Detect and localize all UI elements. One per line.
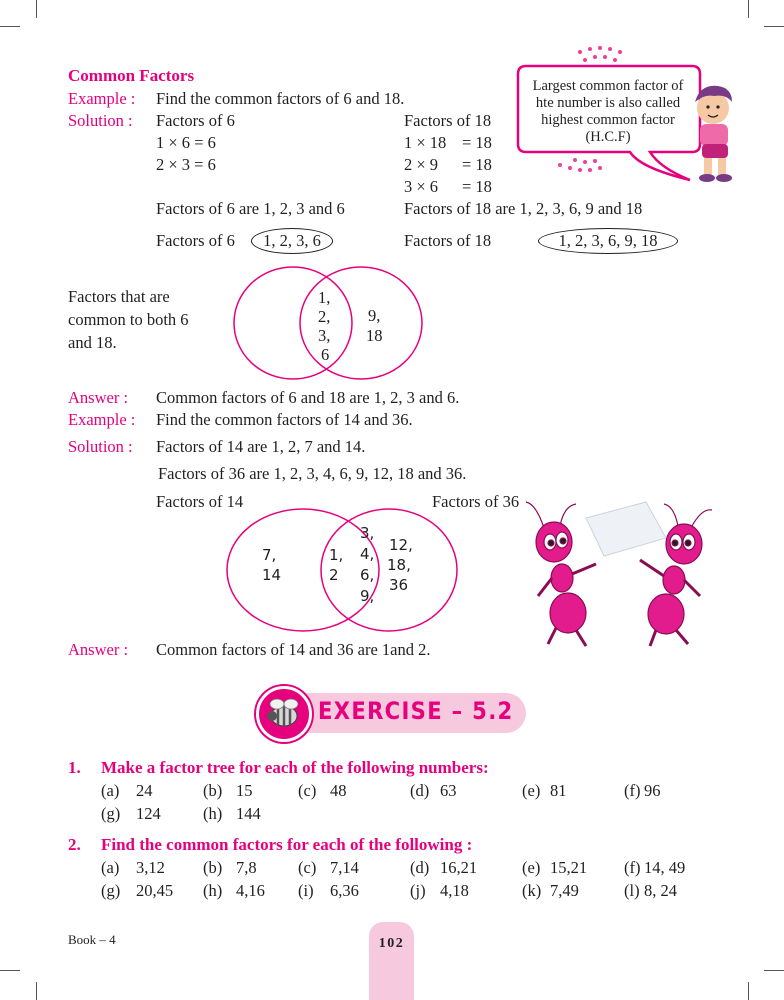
q2-item-value: 8, 24	[644, 881, 677, 900]
q1-item-label: (e)	[522, 781, 541, 800]
factors-18-label: Factors of 18	[404, 231, 492, 250]
factors-18-row-expr: 3 × 6	[404, 177, 439, 196]
q1-item-label: (h)	[203, 804, 223, 823]
crop-mark	[764, 970, 784, 971]
q2-item-label: (f)	[624, 858, 641, 877]
q2-item-value: 7,8	[236, 858, 257, 877]
q2-item-value: 16,21	[440, 858, 478, 877]
q1-item-label: (a)	[101, 781, 120, 800]
callout-line: (H.C.F)	[585, 129, 631, 145]
q1-item-value: 48	[330, 781, 347, 800]
q1-item-value: 124	[136, 804, 161, 823]
boy-illustration	[695, 86, 732, 182]
venn-right-value: 6,	[360, 566, 375, 584]
q2-item-label: (j)	[410, 881, 426, 900]
venn-right-value: 12,	[389, 536, 413, 554]
q2-item-label: (g)	[101, 881, 121, 900]
crop-mark	[748, 0, 749, 18]
q2-item-value: 3,12	[136, 858, 165, 877]
crop-mark	[748, 982, 749, 1000]
factors-18-row-eq: = 18	[462, 177, 492, 196]
q1-item-label: (d)	[410, 781, 430, 800]
q2-item-label: (b)	[203, 858, 223, 877]
callout-line: hte number is also called	[535, 95, 681, 111]
venn-label-right: Factors of 36	[432, 492, 520, 511]
question-text: Find the common factors for each of the following :	[101, 835, 473, 854]
venn-circle-14	[227, 509, 379, 631]
factors-6-oval: 1, 2, 3, 6	[251, 228, 333, 254]
q2-item-value: 14, 49	[644, 858, 686, 877]
factors-18-list: Factors of 18 are 1, 2, 3, 6, 9 and 18	[404, 199, 643, 218]
venn-left-value: 14	[262, 566, 282, 584]
q2-item-label: (e)	[522, 858, 541, 877]
bee-icon	[264, 696, 304, 730]
venn-common-value: 2	[329, 566, 339, 584]
factors-6-row: 1 × 6 = 6	[156, 133, 216, 152]
q1-item-value: 96	[644, 781, 661, 800]
solution-line: Factors of 36 are 1, 2, 3, 4, 6, 9, 12, 18 and 36.	[158, 464, 467, 483]
question-text: Make a factor tree for each of the following numbers:	[101, 758, 489, 777]
left-ant	[526, 502, 596, 646]
example-label: Example :	[68, 89, 136, 108]
venn-diagram-14-36	[224, 506, 460, 636]
q2-item-label: (a)	[101, 858, 120, 877]
paper-sheet	[586, 502, 666, 556]
answer-label: Answer :	[68, 388, 129, 407]
q2-item-label: (c)	[298, 858, 317, 877]
question-number: 2.	[68, 835, 81, 854]
factors-6-list: Factors of 6 are 1, 2, 3 and 6	[156, 199, 345, 218]
question-number: 1.	[68, 758, 81, 777]
solution-line: Factors of 14 are 1, 2, 7 and 14.	[156, 437, 366, 456]
factors-6-heading: Factors of 6	[156, 111, 235, 130]
crop-mark	[0, 26, 20, 27]
q1-item-label: (b)	[203, 781, 223, 800]
answer-label: Answer :	[68, 640, 129, 659]
venn-right-value: 36	[389, 576, 409, 594]
q1-item-value: 144	[236, 804, 261, 823]
factors-18-heading: Factors of 18	[404, 111, 492, 130]
factors-6-row: 2 × 3 = 6	[156, 155, 216, 174]
factors-18-row-expr: 2 × 9	[404, 155, 439, 174]
factors-18-row-expr: 1 × 18	[404, 133, 447, 152]
q2-item-label: (k)	[522, 881, 542, 900]
q2-item-value: 4,16	[236, 881, 265, 900]
q1-item-label: (g)	[101, 804, 121, 823]
venn-right-value: 3,	[360, 524, 375, 542]
q2-item-value: 20,45	[136, 881, 174, 900]
exercise-title: EXERCISE – 5.2	[318, 697, 514, 725]
q1-item-value: 24	[136, 781, 153, 800]
callout-line: highest common factor	[541, 112, 675, 128]
callout-text	[518, 78, 698, 146]
example-label: Example :	[68, 410, 136, 429]
q2-item-label: (l)	[624, 881, 640, 900]
factors-6-label: Factors of 6	[156, 231, 235, 250]
q2-item-value: 6,36	[330, 881, 359, 900]
page-number-tab	[369, 922, 414, 1000]
example-question: Find the common factors of 6 and 18.	[156, 89, 405, 108]
q2-item-value: 15,21	[550, 858, 588, 877]
q1-item-value: 81	[550, 781, 567, 800]
venn-caption: Factors that are	[68, 287, 170, 306]
q1-item-value: 63	[440, 781, 457, 800]
venn-right-value: 4,	[360, 545, 375, 563]
venn-label-left: Factors of 14	[156, 492, 244, 511]
example-question: Find the common factors of 14 and 36.	[156, 410, 413, 429]
callout-line: Largest common factor of	[532, 78, 684, 94]
venn-circle-6	[234, 267, 352, 379]
ants-illustration	[516, 498, 722, 650]
solution-label: Solution :	[68, 437, 133, 456]
venn-caption: common to both 6	[68, 310, 189, 329]
factors-18-row-eq: = 18	[462, 155, 492, 174]
venn-left-value: 7,	[262, 546, 277, 564]
venn-common-value: 6	[321, 345, 330, 364]
crop-mark	[36, 982, 37, 1000]
venn-common-value: 1,	[329, 546, 344, 564]
q1-item-label: (c)	[298, 781, 317, 800]
page-number: 102	[378, 936, 405, 951]
q2-item-value: 7,14	[330, 858, 359, 877]
venn-caption: and 18.	[68, 333, 117, 352]
q1-item-label: (f)	[624, 781, 641, 800]
answer-text: Common factors of 6 and 18 are 1, 2, 3 and 6.	[156, 388, 460, 407]
q2-item-label: (d)	[410, 858, 430, 877]
q2-item-value: 7,49	[550, 881, 579, 900]
venn-right-value: 9,	[360, 587, 375, 605]
venn-right-value: 18,	[387, 556, 411, 574]
venn-common-value: 1,	[318, 288, 331, 307]
answer-text: Common factors of 14 and 36 are 1and 2.	[156, 640, 431, 659]
q2-item-label: (h)	[203, 881, 223, 900]
factors-18-oval: 1, 2, 3, 6, 9, 18	[538, 228, 678, 254]
crop-mark	[0, 970, 20, 971]
section-title: Common Factors	[68, 66, 195, 85]
factors-18-row-eq: = 18	[462, 133, 492, 152]
crop-mark	[36, 0, 37, 18]
solution-label: Solution :	[68, 111, 133, 130]
book-label: Book – 4	[68, 932, 116, 947]
venn-common-value: 2,	[318, 307, 331, 326]
q2-item-value: 4,18	[440, 881, 469, 900]
q1-item-value: 15	[236, 781, 253, 800]
venn-right-value: 18	[366, 326, 383, 345]
venn-common-value: 3,	[318, 326, 331, 345]
venn-right-value: 9,	[368, 306, 381, 325]
q2-item-label: (i)	[298, 881, 314, 900]
crop-mark	[764, 26, 784, 27]
